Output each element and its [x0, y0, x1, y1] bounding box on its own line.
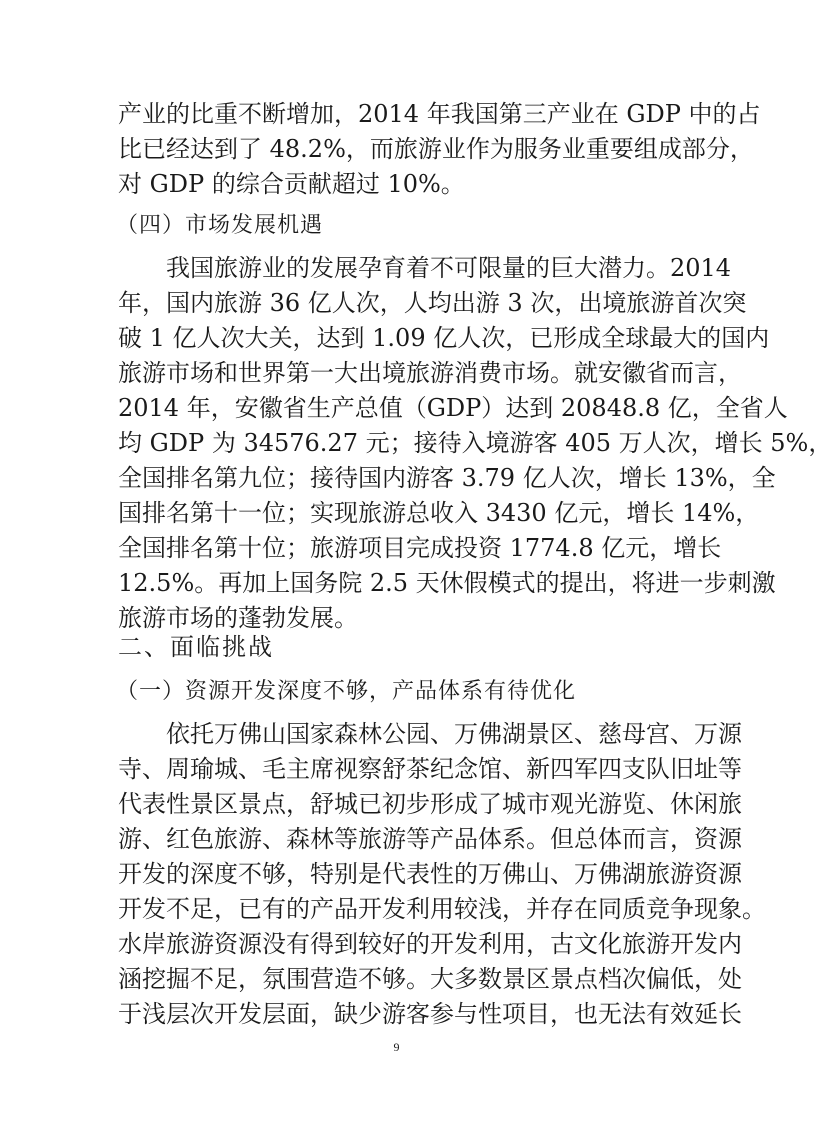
paragraph-line: 12.5%。再加上国务院 2.5 天休假模式的提出，将进一步刺激 [118, 569, 776, 597]
paragraph-line: 均 GDP 为 34576.27 元；接待入境游客 405 万人次，增长 5%， [118, 429, 832, 457]
paragraph-line: 游、红色旅游、森林等旅游等产品体系。但总体而言，资源 [118, 825, 742, 853]
paragraph-line: 国排名第十一位；实现旅游总收入 3430 亿元，增长 14%， [118, 499, 760, 527]
paragraph-line: 旅游市场和世界第一大出境旅游消费市场。就安徽省而言， [118, 359, 742, 387]
paragraph-line: 产业的比重不断增加，2014 年我国第三产业在 GDP 中的占 [118, 100, 761, 128]
paragraph-line: 全国排名第九位；接待国内游客 3.79 亿人次，增长 13%，全 [118, 464, 776, 492]
section-heading-resources: （一）资源开发深度不够，产品体系有待优化 [116, 679, 577, 704]
paragraph-line: 破 1 亿人次大关，达到 1.09 亿人次，已形成全球最大的国内 [118, 324, 770, 352]
paragraph-line: 开发的深度不够，特别是代表性的万佛山、万佛湖旅游资源 [118, 860, 742, 888]
paragraph-line: 寺、周瑜城、毛主席视察舒茶纪念馆、新四军四支队旧址等 [118, 755, 742, 783]
paragraph-line: 开发不足，已有的产品开发利用较浅，并存在同质竞争现象。 [118, 895, 766, 923]
page-number: 9 [393, 1040, 400, 1054]
paragraph-line: 代表性景区景点，舒城已初步形成了城市观光游览、休闲旅 [118, 790, 742, 818]
paragraph-line: 旅游市场的蓬勃发展。 [118, 604, 358, 632]
paragraph-line: 全国排名第十位；旅游项目完成投资 1774.8 亿元，增长 [118, 534, 722, 562]
paragraph-line: 水岸旅游资源没有得到较好的开发利用，古文化旅游开发内 [118, 930, 742, 958]
paragraph-line: 涵挖掘不足，氛围营造不够。大多数景区景点档次偏低，处 [118, 965, 742, 993]
paragraph-line: 于浅层次开发层面，缺少游客参与性项目，也无法有效延长 [118, 1000, 742, 1028]
chapter-heading-challenges: 二、面临挑战 [118, 633, 274, 661]
section-heading-market: （四）市场发展机遇 [116, 213, 324, 238]
paragraph-line: 我国旅游业的发展孕育着不可限量的巨大潜力。2014 [166, 254, 732, 282]
paragraph-line: 对 GDP 的综合贡献超过 10%。 [118, 170, 465, 198]
paragraph-line: 依托万佛山国家森林公园、万佛湖景区、慈母宫、万源 [166, 720, 742, 748]
paragraph-line: 2014 年，安徽省生产总值（GDP）达到 20848.8 亿，全省人 [118, 394, 788, 422]
paragraph-line: 比已经达到了 48.2%，而旅游业作为服务业重要组成部分， [118, 135, 754, 163]
paragraph-line: 年，国内旅游 36 亿人次，人均出游 3 次，出境旅游首次突 [118, 289, 747, 317]
